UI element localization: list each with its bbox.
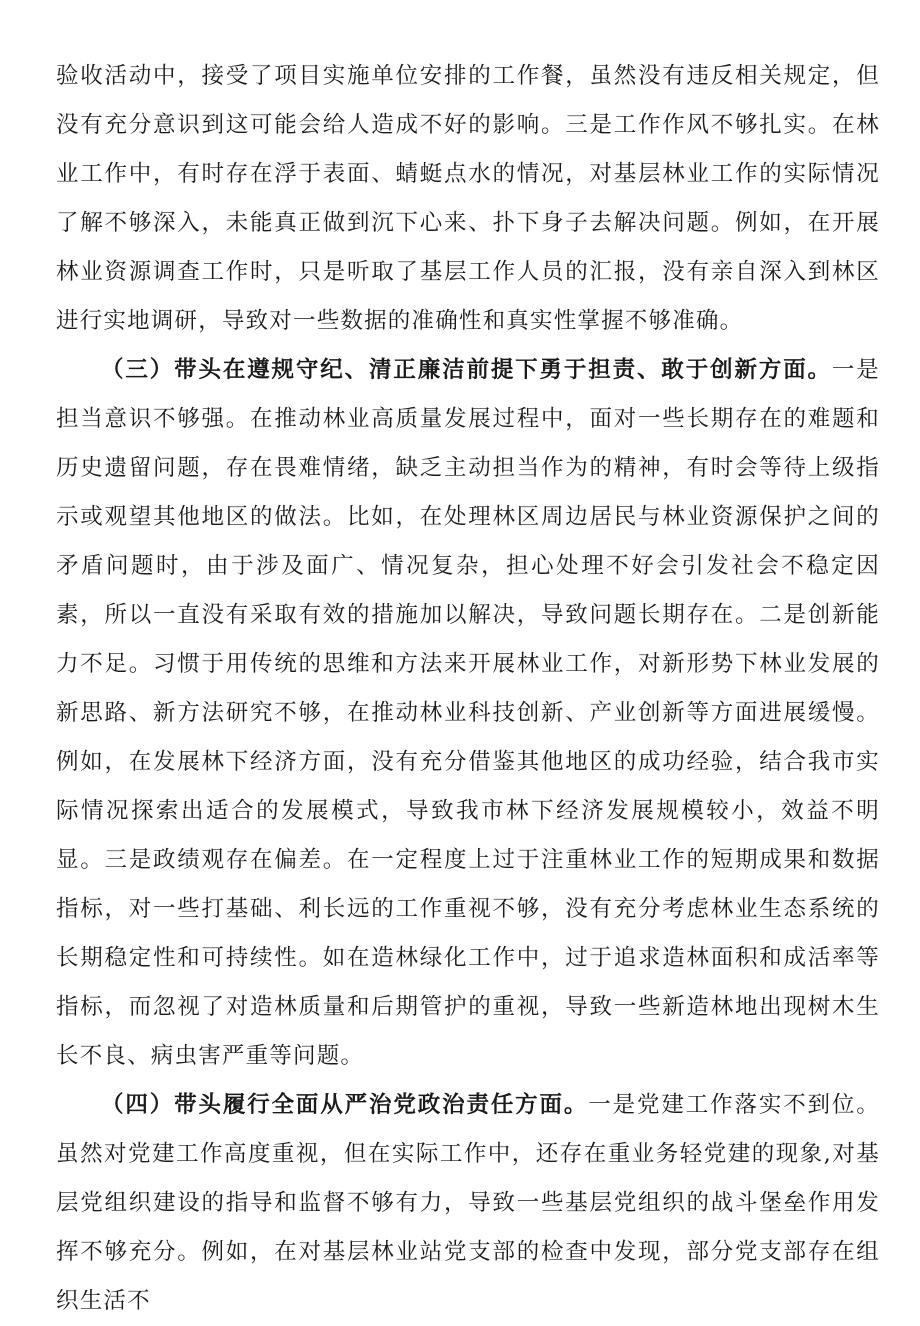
paragraph-text: 一是党建工作落实不到位。虽然对党建工作高度重视，但在实际工作中，还存在重业务轻党建的现象,对基层党组织建设的指导和监督不够有力，导致一些基层党组织的战斗堡垒作用发挥不够充分。例如，在对基层林业站党支部的检查中发现，部分党支部存在组织生活不 — [56, 1092, 880, 1314]
section-heading-four: （四）带头履行全面从严治党政治责任方面。 — [101, 1092, 589, 1118]
paragraph-continuation — [56, 52, 880, 346]
paragraph-section-three — [56, 346, 880, 1081]
section-heading-three: （三）带头在遵规守纪、清正廉洁前提下勇于担责、敢于创新方面。 — [101, 357, 832, 383]
paragraph-text: 一是担当意识不够强。在推动林业高质量发展过程中，面对一些长期存在的难题和历史遗留问题，存在畏难情绪，缺乏主动担当作为的精神，有时会等待上级指示或观望其他地区的做法。比如，在处理林区周边居民与林业资源保护之间的矛盾问题时，由于涉及面广、情况复杂，担心处理不好会引发社会不稳定因素，所以一直没有采取有效的措施加以解决，导致问题长期存在。二是创新能力不足。习惯于用传统的思维和方法来开展林业工作，对新形势下林业发展的新思路、新方法研究不够，在推动林业科技创新、产业创新等方面进展缓慢。例如，在发展林下经济方面，没有充分借鉴其他地区的成功经验，结合我市实际情况探索出适合的发展模式，导致我市林下经济发展规模较小，效益不明显。三是政绩观存在偏差。在一定程度上过于注重林业工作的短期成果和数据指标，对一些打基础、利长远的工作重视不够，没有充分考虑林业生态系统的长期稳定性和可持续性。如在造林绿化工作中，过于追求造林面积和成活率等指标，而忽视了对造林质量和后期管护的重视，导致一些新造林地出现树木生长不良、病虫害严重等问题。 — [56, 357, 880, 1069]
paragraph-section-four — [56, 1081, 880, 1326]
document-body — [56, 52, 880, 1326]
paragraph-text: 验收活动中，接受了项目实施单位安排的工作餐，虽然没有违反相关规定，但没有充分意识到这可能会给人造成不好的影响。三是工作作风不够扎实。在林业工作中，有时存在浮于表面、蜻蜓点水的情况，对基层林业工作的实际情况了解不够深入，未能真正做到沉下心来、扑下身子去解决问题。例如，在开展林业资源调查工作时，只是听取了基层工作人员的汇报，没有亲自深入到林区进行实地调研，导致对一些数据的准确性和真实性掌握不够准确。 — [56, 63, 880, 334]
